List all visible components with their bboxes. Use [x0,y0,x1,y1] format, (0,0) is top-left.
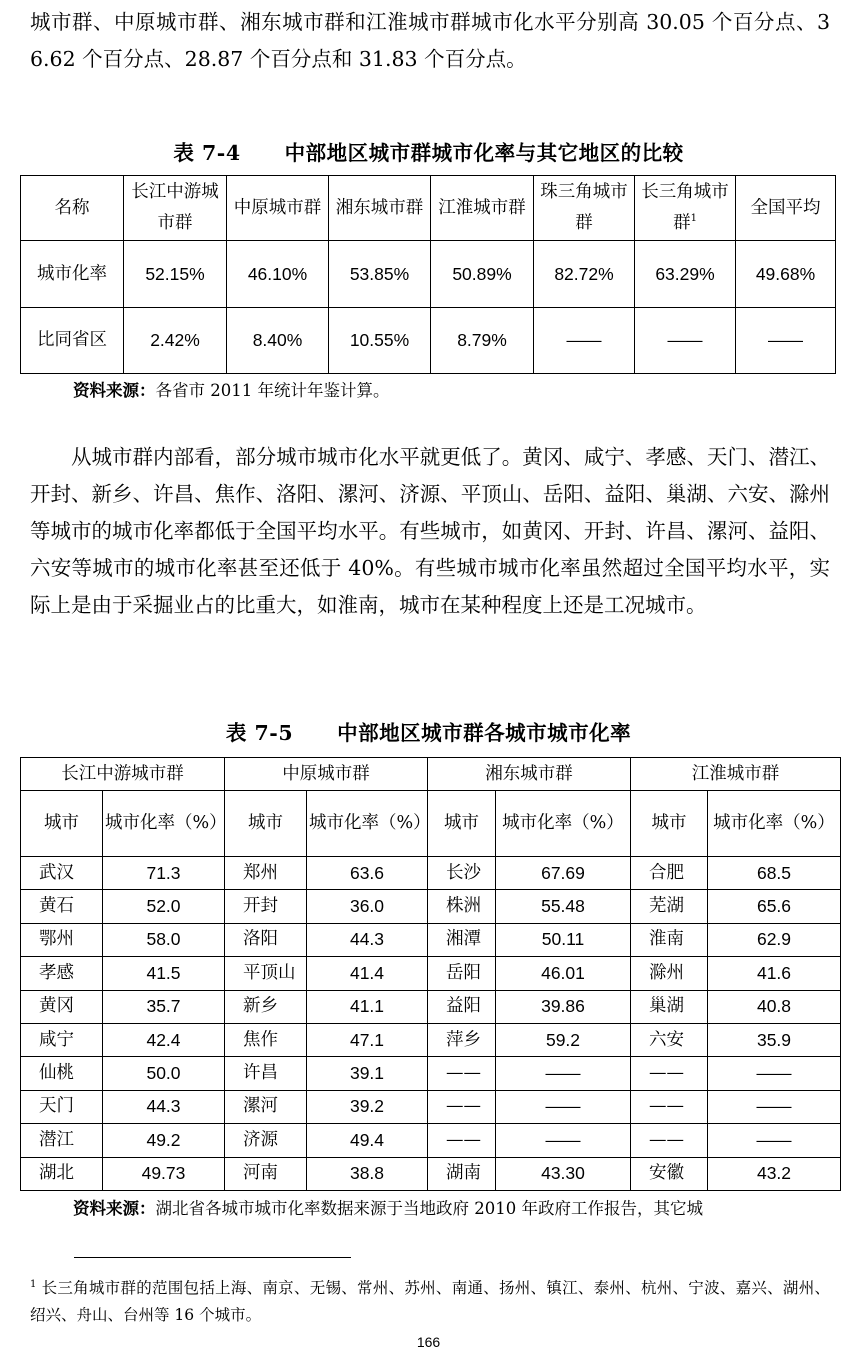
value-cell: 53.85% [329,241,431,308]
city-cell: 武汉 [21,857,103,890]
city-cell: 六安 [631,1023,708,1056]
column-header-city: 城市 [225,791,307,857]
rate-cell: 43.30 [496,1157,631,1190]
rate-cell: 71.3 [103,857,225,890]
table-7-5-caption [0,716,857,746]
rate-cell: 68.5 [708,857,841,890]
paragraph-top: 城市群、中原城市群、湘东城市群和江淮城市群城市化水平分别高 30.05 个百分点、36.62 个百分点、28.87 个百分点和 31.83 个百分点。 [30,10,830,71]
city-cell: 新乡 [225,990,307,1023]
header-cell: 江淮城市群 [431,176,534,241]
header-cell: 长江中游城市群 [124,176,227,241]
table-row [21,923,841,956]
rate-cell: —— [708,1090,841,1123]
value-cell: 2.42% [124,308,227,374]
header-cell: 湘东城市群 [329,176,431,241]
table-row [21,990,841,1023]
footnote [30,1275,830,1329]
city-cell: 淮南 [631,923,708,956]
rate-cell: 41.1 [307,990,428,1023]
table-7-4-title: 中部地区城市群城市化率与其它地区的比较 [284,141,684,165]
city-cell: —— [631,1057,708,1090]
rate-cell: 65.6 [708,890,841,923]
table-row [21,1124,841,1157]
rate-cell: 58.0 [103,923,225,956]
header-cell: 名称 [21,176,124,241]
rate-cell: 35.7 [103,990,225,1023]
city-cell: 安徽 [631,1157,708,1190]
rate-cell: 35.9 [708,1023,841,1056]
rate-cell: —— [496,1090,631,1123]
table-row [21,1057,841,1090]
rate-cell: 63.6 [307,857,428,890]
rate-cell: 67.69 [496,857,631,890]
table-7-4 [20,175,836,374]
city-cell: 黄石 [21,890,103,923]
value-cell: —— [736,308,836,374]
table-7-4-row [21,308,836,374]
table-7-5-number: 表 7-5 [225,721,294,745]
rate-cell: 49.4 [307,1124,428,1157]
source-text: 湖北省各城市城市化率数据来源于当地政府 2010 年政府工作报告，其它城 [155,1199,703,1218]
value-cell: 46.10% [227,241,329,308]
rate-cell: 41.4 [307,957,428,990]
city-cell: 河南 [225,1157,307,1190]
value-cell: 8.40% [227,308,329,374]
column-header-city: 城市 [631,791,708,857]
rate-cell: —— [708,1057,841,1090]
table-row [21,857,841,890]
city-cell: 漯河 [225,1090,307,1123]
city-cell: 洛阳 [225,923,307,956]
rate-cell: 39.86 [496,990,631,1023]
rate-cell: 50.0 [103,1057,225,1090]
value-cell: 8.79% [431,308,534,374]
header-cell: 珠三角城市群 [534,176,635,241]
city-cell: 孝感 [21,957,103,990]
rate-cell: 41.6 [708,957,841,990]
city-cell: 合肥 [631,857,708,890]
row-label: 比同省区 [21,308,124,374]
rate-cell: 50.11 [496,923,631,956]
column-header-rate: 城市化率（%） [496,791,631,857]
group-header: 长江中游城市群 [21,758,225,791]
table-7-4-caption [0,136,857,166]
rate-cell: —— [496,1124,631,1157]
value-cell: —— [635,308,736,374]
table-7-5 [20,757,841,1191]
table-row [21,1157,841,1190]
table-row [21,957,841,990]
table-7-5-column-row [21,791,841,857]
rate-cell: 40.8 [708,990,841,1023]
city-cell: 平顶山 [225,957,307,990]
rate-cell: 44.3 [103,1090,225,1123]
city-cell: 仙桃 [21,1057,103,1090]
city-cell: 潜江 [21,1124,103,1157]
rate-cell: 52.0 [103,890,225,923]
table-7-4-number: 表 7-4 [173,141,241,165]
city-cell: 长沙 [428,857,496,890]
group-header: 中原城市群 [225,758,428,791]
table-7-5-source [73,1195,703,1219]
rate-cell: 43.2 [708,1157,841,1190]
column-header-rate: 城市化率（%） [708,791,841,857]
table-7-4-source [73,377,389,401]
city-cell: 湖北 [21,1157,103,1190]
footnote-separator [74,1257,351,1258]
table-7-5-title: 中部地区城市群各城市城市化率 [337,721,632,745]
city-cell: 湖南 [428,1157,496,1190]
city-cell: 鄂州 [21,923,103,956]
rate-cell: 59.2 [496,1023,631,1056]
header-cell-yrd [635,176,736,241]
header-cell: 全国平均 [736,176,836,241]
city-cell: 巢湖 [631,990,708,1023]
table-7-4-row [21,241,836,308]
value-cell: 50.89% [431,241,534,308]
table-7-5-body [21,857,841,1191]
column-header-rate: 城市化率（%） [307,791,428,857]
rate-cell: 38.8 [307,1157,428,1190]
city-cell: 郑州 [225,857,307,890]
city-cell: 岳阳 [428,957,496,990]
value-cell: 63.29% [635,241,736,308]
group-header: 江淮城市群 [631,758,841,791]
column-header-rate: 城市化率（%） [103,791,225,857]
rate-cell: 39.2 [307,1090,428,1123]
city-cell: 咸宁 [21,1023,103,1056]
city-cell: —— [428,1057,496,1090]
table-row [21,890,841,923]
city-cell: 黄冈 [21,990,103,1023]
rate-cell: 62.9 [708,923,841,956]
column-header-city: 城市 [21,791,103,857]
footnote-text: 长三角城市群的范围包括上海、南京、无锡、常州、苏州、南通、扬州、镇江、泰州、杭州、宁波、嘉兴、湖州、绍兴、舟山、台州等 16 个城市。 [30,1279,830,1324]
table-row [21,1023,841,1056]
source-text: 各省市 2011 年统计年鉴计算。 [155,381,390,400]
city-cell: 湘潭 [428,923,496,956]
city-cell: —— [428,1090,496,1123]
source-label: 资料来源： [73,381,156,400]
rate-cell: 41.5 [103,957,225,990]
city-cell: 许昌 [225,1057,307,1090]
rate-cell: 47.1 [307,1023,428,1056]
group-header: 湘东城市群 [428,758,631,791]
footnote-reference: 1 [690,213,697,225]
rate-cell: 55.48 [496,890,631,923]
rate-cell: 44.3 [307,923,428,956]
city-cell: 益阳 [428,990,496,1023]
column-header-city: 城市 [428,791,496,857]
header-cell-text: 长三角城市群 [641,182,729,233]
rate-cell: —— [708,1124,841,1157]
value-cell: 10.55% [329,308,431,374]
value-cell: 52.15% [124,241,227,308]
rate-cell: 46.01 [496,957,631,990]
city-cell: —— [631,1124,708,1157]
city-cell: 株洲 [428,890,496,923]
source-label: 资料来源： [73,1199,156,1218]
city-cell: 芜湖 [631,890,708,923]
table-row [21,1090,841,1123]
table-7-5-group-row [21,758,841,791]
paragraph-middle: 从城市群内部看，部分城市城市化水平就更低了。黄冈、咸宁、孝感、天门、潜江、开封、新乡、许昌、焦作、洛阳、漯河、济源、平顶山、岳阳、益阳、巢湖、六安、滁州等城市的城市化率都低于全国平均水平。有些城市，如黄冈、开封、许昌、漯河、益阳、六安等城市的城市化率甚至还低于 40%。有些城市城市化率虽然超过全国平均水平，实际上是由于采掘业占的比重大，如淮南，城市在某种程度上还是工况城市。 [30,445,830,617]
rate-cell: 36.0 [307,890,428,923]
value-cell: —— [534,308,635,374]
table-7-4-header-row [21,176,836,241]
city-cell: 焦作 [225,1023,307,1056]
footnote-mark: 1 [30,1278,37,1290]
rate-cell: 42.4 [103,1023,225,1056]
city-cell: 滁州 [631,957,708,990]
city-cell: 天门 [21,1090,103,1123]
rate-cell: 39.1 [307,1057,428,1090]
rate-cell: 49.73 [103,1157,225,1190]
page-number: 166 [416,1334,441,1350]
city-cell: 萍乡 [428,1023,496,1056]
city-cell: —— [631,1090,708,1123]
value-cell: 82.72% [534,241,635,308]
city-cell: 济源 [225,1124,307,1157]
rate-cell: —— [496,1057,631,1090]
row-label: 城市化率 [21,241,124,308]
city-cell: —— [428,1124,496,1157]
rate-cell: 49.2 [103,1124,225,1157]
city-cell: 开封 [225,890,307,923]
header-cell: 中原城市群 [227,176,329,241]
value-cell: 49.68% [736,241,836,308]
